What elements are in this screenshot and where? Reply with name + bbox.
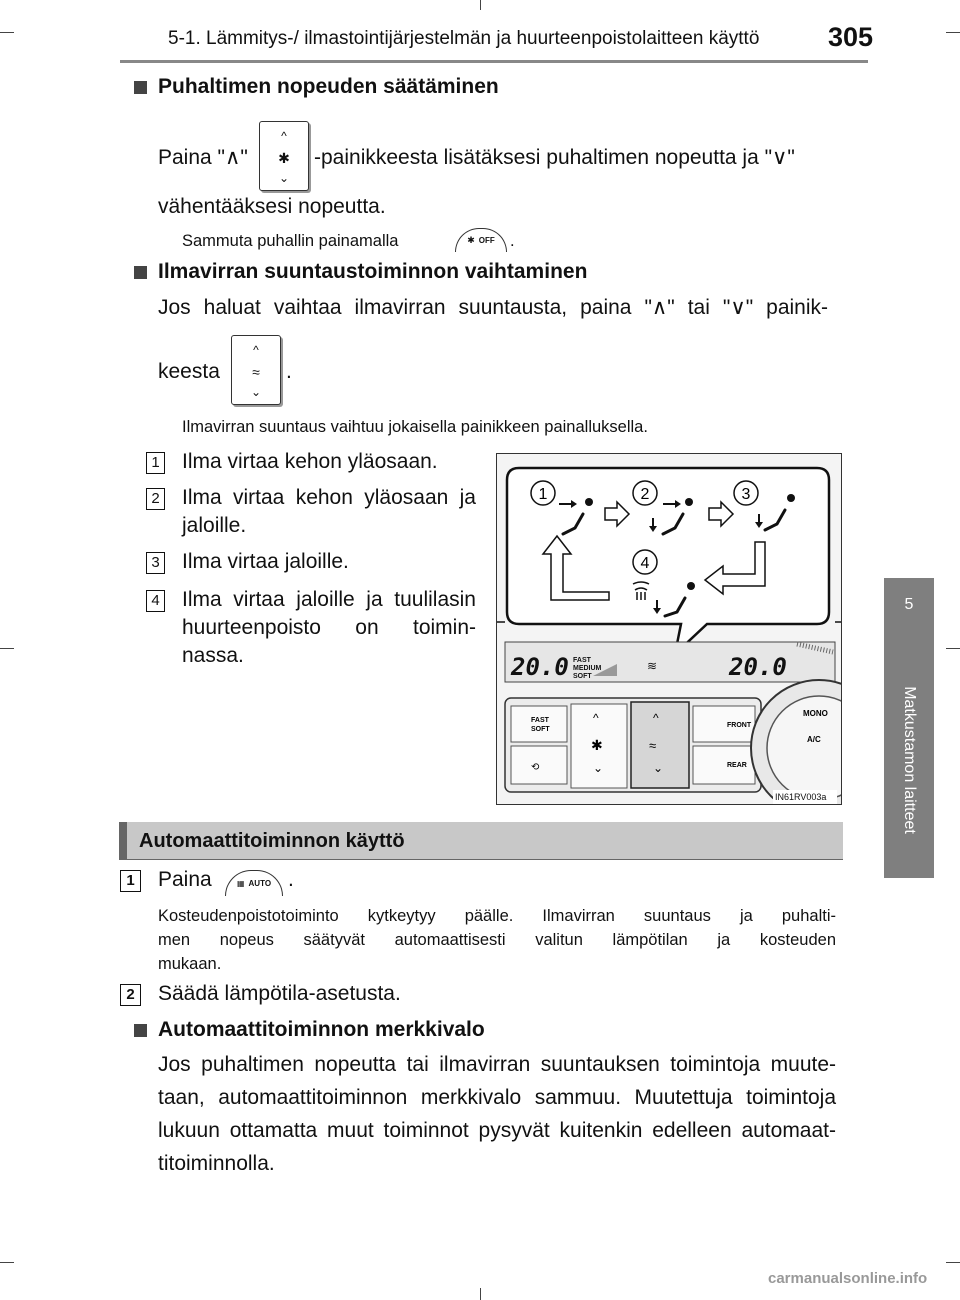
climate-panel-diagram: [496, 453, 842, 805]
fast-soft-label-fast: FAST: [531, 717, 549, 724]
airflow-text-line2b: .: [286, 360, 292, 383]
chapter-number: 5: [904, 596, 914, 613]
fan-text-line1b: -painikkeesta lisätäksesi puhaltimen nopeutta ja "∨": [314, 146, 795, 169]
display-airflow-icon: ≋: [647, 659, 658, 673]
chevron-down-icon: ⌄: [653, 761, 664, 775]
step1-text-a: Paina: [158, 868, 212, 891]
crop-mark: [480, 1288, 481, 1300]
front-defrost-label: FRONT: [727, 722, 752, 729]
page-number: 305: [828, 22, 874, 52]
crop-mark: [946, 648, 960, 649]
recirculation-icon: ⟲: [531, 762, 540, 773]
heading-auto-indicator: Automaattitoiminnon merkkivalo: [158, 1018, 485, 1041]
person-head: [787, 494, 795, 502]
auto-button-image: [225, 870, 283, 896]
auto-button-icon: ▦: [236, 879, 245, 888]
list-item-1: Ilma virtaa kehon yläosaan.: [182, 450, 438, 473]
fan-level-fast: FAST: [573, 657, 591, 664]
crop-mark: [0, 32, 14, 33]
fan-icon: ✱: [591, 737, 603, 753]
off-button-image: [455, 228, 507, 252]
indicator-line3: lukuun ottamatta muut toiminnot pysyvät kuitenkin edelleen automaat-: [158, 1119, 836, 1142]
crop-mark: [0, 1262, 14, 1263]
callout-3: 3: [741, 486, 751, 503]
person-head: [685, 498, 693, 506]
crop-mark: [480, 0, 481, 10]
bullet-square: [134, 266, 147, 279]
indicator-line1: Jos puhaltimen nopeutta tai ilmavirran suuntauksen toimintoja muute-: [158, 1053, 836, 1076]
callout-2: 2: [640, 486, 650, 503]
chevron-down-icon: ⌄: [278, 171, 290, 185]
airflow-note: Ilmavirran suuntaus vaihtuu jokaisella painikkeen painalluksella.: [182, 418, 648, 436]
crop-mark: [0, 648, 14, 649]
airflow-text-line2a: keesta: [158, 360, 220, 383]
chevron-up-icon: ^: [593, 711, 599, 725]
bullet-square: [134, 81, 147, 94]
fan-text-line1a: Paina "∧": [158, 146, 248, 169]
watermark: carmanualsonline.info: [768, 1270, 928, 1287]
airflow-mode-icon: ≈: [252, 364, 260, 380]
display-temp-left: 20.0: [511, 653, 569, 681]
display-temp-right: 20.0: [729, 653, 787, 681]
fan-level-soft: SOFT: [573, 673, 592, 680]
ac-label: A/C: [807, 735, 821, 744]
section-banner-title: Automaattitoiminnon käyttö: [139, 830, 405, 852]
airflow-text-line1: Jos haluat vaihtaa ilmavirran suuntausta, paina "∧" tai "∨" painik-: [158, 296, 828, 319]
list-item-4-line3: nassa.: [182, 644, 244, 667]
person-head: [585, 498, 593, 506]
step1-note-line2: men nopeus säätyvät automaattisesti valitun lämpötilan ja kosteuden: [158, 931, 836, 949]
list-item-4-line2: huurteenpoisto on toimin-: [182, 616, 476, 639]
step1-text-b: .: [288, 868, 294, 891]
fast-soft-button: [511, 706, 567, 742]
person-head: [687, 582, 695, 590]
fan-icon: ✱: [278, 150, 290, 166]
airflow-mode-button: [631, 702, 689, 788]
chapter-label-wrapper: [870, 660, 948, 860]
list-number: 2: [146, 488, 165, 510]
off-button-label: OFF: [478, 236, 495, 245]
list-number: 1: [146, 452, 165, 474]
crop-mark: [946, 1262, 960, 1263]
mono-label: MONO: [803, 709, 828, 718]
fast-soft-label-soft: SOFT: [531, 726, 550, 733]
fan-icon: ✱: [467, 235, 475, 245]
step-number: 1: [120, 870, 141, 892]
fan-text-line2: vähentääksesi nopeutta.: [158, 195, 386, 218]
step2-text: Säädä lämpötila-asetusta.: [158, 982, 401, 1005]
airflow-mode-button-image: [231, 335, 281, 405]
chevron-up-icon: ^: [253, 343, 259, 357]
fan-speed-button-image: [259, 121, 309, 191]
list-item-2-line1: Ilma virtaa kehon yläosaan ja: [182, 486, 476, 509]
list-item-3: Ilma virtaa jaloille.: [182, 550, 349, 573]
callout-1: 1: [538, 486, 548, 503]
step1-note-line3: mukaan.: [158, 955, 222, 973]
heading-fan-speed: Puhaltimen nopeuden säätäminen: [158, 75, 499, 98]
fan-off-note-a: Sammuta puhallin painamalla: [182, 232, 399, 250]
list-number: 4: [146, 590, 165, 612]
fan-level-medium: MEDIUM: [573, 665, 602, 672]
bullet-square: [134, 1024, 147, 1037]
auto-button-label: AUTO: [248, 879, 272, 888]
list-item-2-line2: jaloille.: [182, 514, 247, 537]
diagram-svg: [497, 454, 842, 805]
chevron-up-icon: ^: [653, 711, 659, 725]
chevron-down-icon: ⌄: [250, 385, 262, 399]
callout-4: 4: [640, 555, 650, 572]
indicator-line4: titoiminnolla.: [158, 1152, 275, 1175]
header-rule: [120, 60, 868, 63]
list-number: 3: [146, 552, 165, 574]
heading-airflow: Ilmavirran suuntaustoiminnon vaihtaminen: [158, 260, 588, 283]
section-banner-auto: [119, 822, 843, 860]
chevron-up-icon: ^: [281, 129, 287, 143]
airflow-mode-icon: ≈: [649, 738, 657, 753]
figure-code: IN61RV003a: [775, 792, 827, 802]
indicator-line2: taan, automaattitoiminnon merkkivalo sammuu. Muutettuja toimintoja: [158, 1086, 836, 1109]
crop-mark: [946, 32, 960, 33]
fan-off-note-b: .: [510, 232, 515, 250]
step-number: 2: [120, 984, 141, 1006]
list-item-4-line1: Ilma virtaa jaloille ja tuulilasin: [182, 588, 476, 611]
chapter-label: Matkustamon laitteet: [901, 686, 918, 834]
running-header: 5-1. Lämmitys-/ ilmastointijärjestelmän ja huurteenpoistolaitteen käyttö: [168, 28, 760, 49]
step1-note-line1: Kosteudenpoistotoiminto kytkeytyy päälle. Ilmavirran suuntaus ja puhalti-: [158, 907, 836, 925]
rear-defrost-label: REAR: [727, 762, 747, 769]
chevron-down-icon: ⌄: [593, 761, 604, 775]
